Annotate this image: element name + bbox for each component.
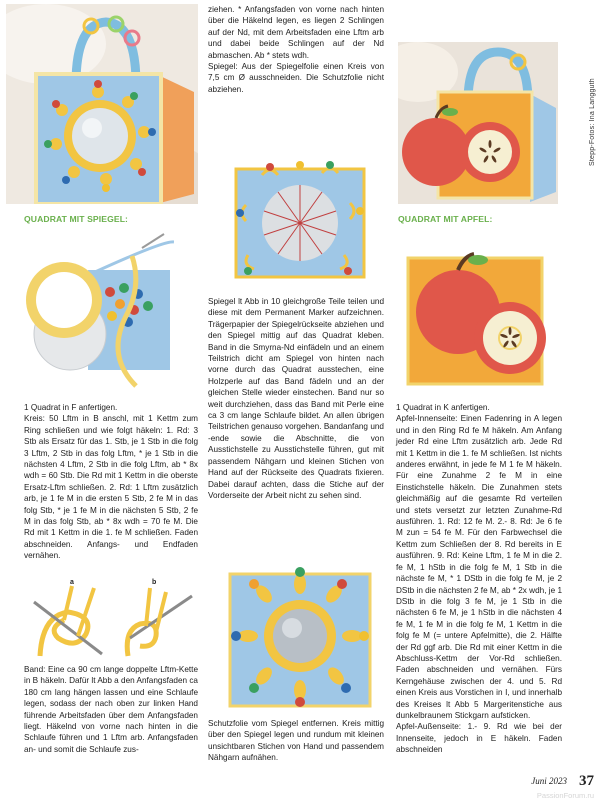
right-text (396, 402, 562, 756)
middle-mid: Spiegel lt Abb in 10 gleichgroße Teile teilen und diese mit dem Permanent Marker aufzeichnen. Trägerpapier der Spiegelrückseite abziehen und den Spiegel mittig auf das Quadrat kleben. Band in die Smyrna-Nd einfädeln und an einem Teilstrich dicht am Spiegel von hinten nach vorne durch das Quadrat ausstechen, eine Holzperle auf das Band fädeln und an der gleichen Stelle wieder einstechen. Band nur so weit durchziehen, dass das Band mit Perle eine ca 3 cm lange Schlaufe bildet. An allen übrigen Teilstrichen genauso vorgehen. Bandanfang und -ende sowie die Abschnitte, die von Ausstichstelle zu Ausstichstelle führen, gut mit passendem Nähgarn und kleinen Stichen von Hand auf der Rückseite des Quadrats fixieren. Dabei darauf achten, dass die Stiche auf der Vorderseite der Arbeit nicht zu sehen sind. (208, 297, 384, 500)
right-innen: Apfel-Innenseite: Einen Fadenring in A legen und in den Ring Rd fe M häkeln. Am Anfang jeder Rd eine Lftm zusätzlich arb. Jede Rd mit 1 Kettm in die 1. fe M schließen. Ist nichts anderes erwähnt, in jede fe M 1 fe M häkeln. Für eine Zunahme 2 fe M in eine Einstichstelle häkeln. Die Zunahmen stets gleichmäßig auf die gesamte Rd verteilen und stets versetzt zur letzten Zunahme-Rd ausführen. 1. Rd: 12 fe M. 2.- 8. Rd: Je 6 fe M zun = 54 fe M. Für den Farbwechsel die Kettm zum Schließen der 8. Rd bereits in E ausführen. 9. Rd: Keine Lftm, 1 fe M in die 2. fe M, 1 hStb in die folg fe M, 1 Stb in die nächste fe M, * 1 DStb in die folg fe M, je 2 DStb in die nächsten 2 fe M, ab * 2x wdh, je 1 DStb in die folg 3 fe M, je 1 Stb in die nächsten 6 fe M, je 1 hStb in die nächsten 4 fe M, 1 fe M in die folg fe M, 1 Kettm in die folg fe M (= untere Apfelmitte), die 2. Hälfte der Rd ggf arb. Die Rd mit einer Kettm in die Abschluss-Kettm der Vor-Rd schließen. Faden abschneiden und vernähen. Fürs Kerngehäuse zwischen der 4. und 5. Rd einen Kreis aus Vorstichen in I, und innerhalb des Kreises lt Abb 5 Margeritenstiche aus dunkelbraunem Stickgarn aufsticken. (396, 414, 562, 720)
chain-diagram-svg (24, 576, 198, 660)
chain-diagram (24, 576, 198, 660)
middle-text-top (208, 4, 384, 95)
middle-bottom: Schutzfolie vom Spiegel entfernen. Kreis mittig über den Spiegel legen und rundum mit kleinen unsichtbaren Stichen von Hand und passendem Nähgarn aufnähen. (208, 719, 384, 763)
heading-quadrat-spiegel: QUADRAT MIT SPIEGEL: (24, 214, 129, 224)
left-text-band (24, 664, 198, 755)
watermark: PassionForum.ru (536, 791, 594, 800)
photo-cube-apple (398, 42, 558, 204)
right-p1: 1 Quadrat in K anfertigen. (396, 403, 490, 412)
footer-date: Juni 2023 (531, 776, 567, 786)
photo-mirror-parts (24, 230, 174, 392)
cube-apple-illustration (398, 42, 558, 204)
photo-finished-mirror (222, 556, 378, 710)
cube-mirror-illustration (6, 4, 198, 204)
left-text-top (24, 402, 198, 562)
diagram-label-b: b (152, 579, 157, 586)
photo-apple-parts (398, 238, 558, 392)
mirror-square-illustration (226, 155, 374, 285)
middle-text-mid (208, 296, 384, 501)
left-band: Band: Eine ca 90 cm lange doppelte Lftm-Kette in B häkeln. Dafür lt Abb a den Anfangsfaden ca 180 cm lang hängen lassen und eine Schlaufe legen, sodass der nach oben zur linken Hand führende Arbeitsfaden über dem Anfangsfaden liegt. Häkelnd von vorne nach hinten in die Schlaufe führen und 1 Lftm arb. Anfangsfaden an- und somit die Schlaufe zus- (24, 665, 198, 754)
middle-text-bottom (208, 718, 384, 764)
left-kreis: Kreis: 50 Lftm in B anschl, mit 1 Kettm zum Ring schließen und wie folgt häkeln: 1. Rd: 3 Stb als Ersatz für das 1. Stb, je 1 Stb in die folg 3 Lftm, 2 Stb in das folg Lftm, * je 1 Stb in die nächsten 4 Lftm, 2 Stb in die folg Lftm, ab * 8x wdh = 60 Stb. Die Rd mit 1 Kettm in die oberste Ersatz-Lftm schließen. 2. Rd: 1 Lftm zusätzlich arb, je 1 fe M in die ersten 5 Stb, 2 fe M in das folg Stb, * je 1 fe M in die nächsten 5 Stb, 2 fe M in das folg Stb, ab * 8x wdh = 70 fe M. Die Rd mit 1 Kettm in die 1. fe M schließen. Faden abschneiden. Anfangs- und Endfaden vernähen. (24, 414, 198, 561)
left-p1: 1 Quadrat in F anfertigen. (24, 403, 118, 412)
middle-top: ziehen. * Anfangsfaden von vorne nach hinten über die Häkelnd legen, es liegen 2 Schlingen auf der Nd, mit dem Arbeitsfaden eine Lftm arb und dabei beide Schlingen auf der Nd abmaschen. Ab * stets wdh. (208, 5, 384, 60)
photo-cube-mirror (6, 4, 198, 204)
photo-credit: Stepp-Fotos: Ina Langguth (589, 78, 596, 166)
apple-parts-illustration (398, 238, 558, 392)
photo-mirror-square (226, 155, 374, 285)
finished-mirror-illustration (222, 556, 378, 710)
page-number: 37 (579, 773, 594, 789)
right-aussen: Apfel-Außenseite: 1.- 9. Rd wie bei der Innenseite, jedoch in E häkeln. Faden abschneiden (396, 722, 562, 755)
heading-quadrat-apfel: QUADRAT MIT APFEL: (398, 214, 493, 224)
mirror-parts-illustration (24, 230, 174, 392)
diagram-label-a: a (70, 579, 74, 586)
middle-spiegel: Spiegel: Aus der Spiegelfolie einen Kreis von 7,5 cm Ø ausschneiden. Die Schutzfolie nicht abziehen. (208, 62, 384, 94)
